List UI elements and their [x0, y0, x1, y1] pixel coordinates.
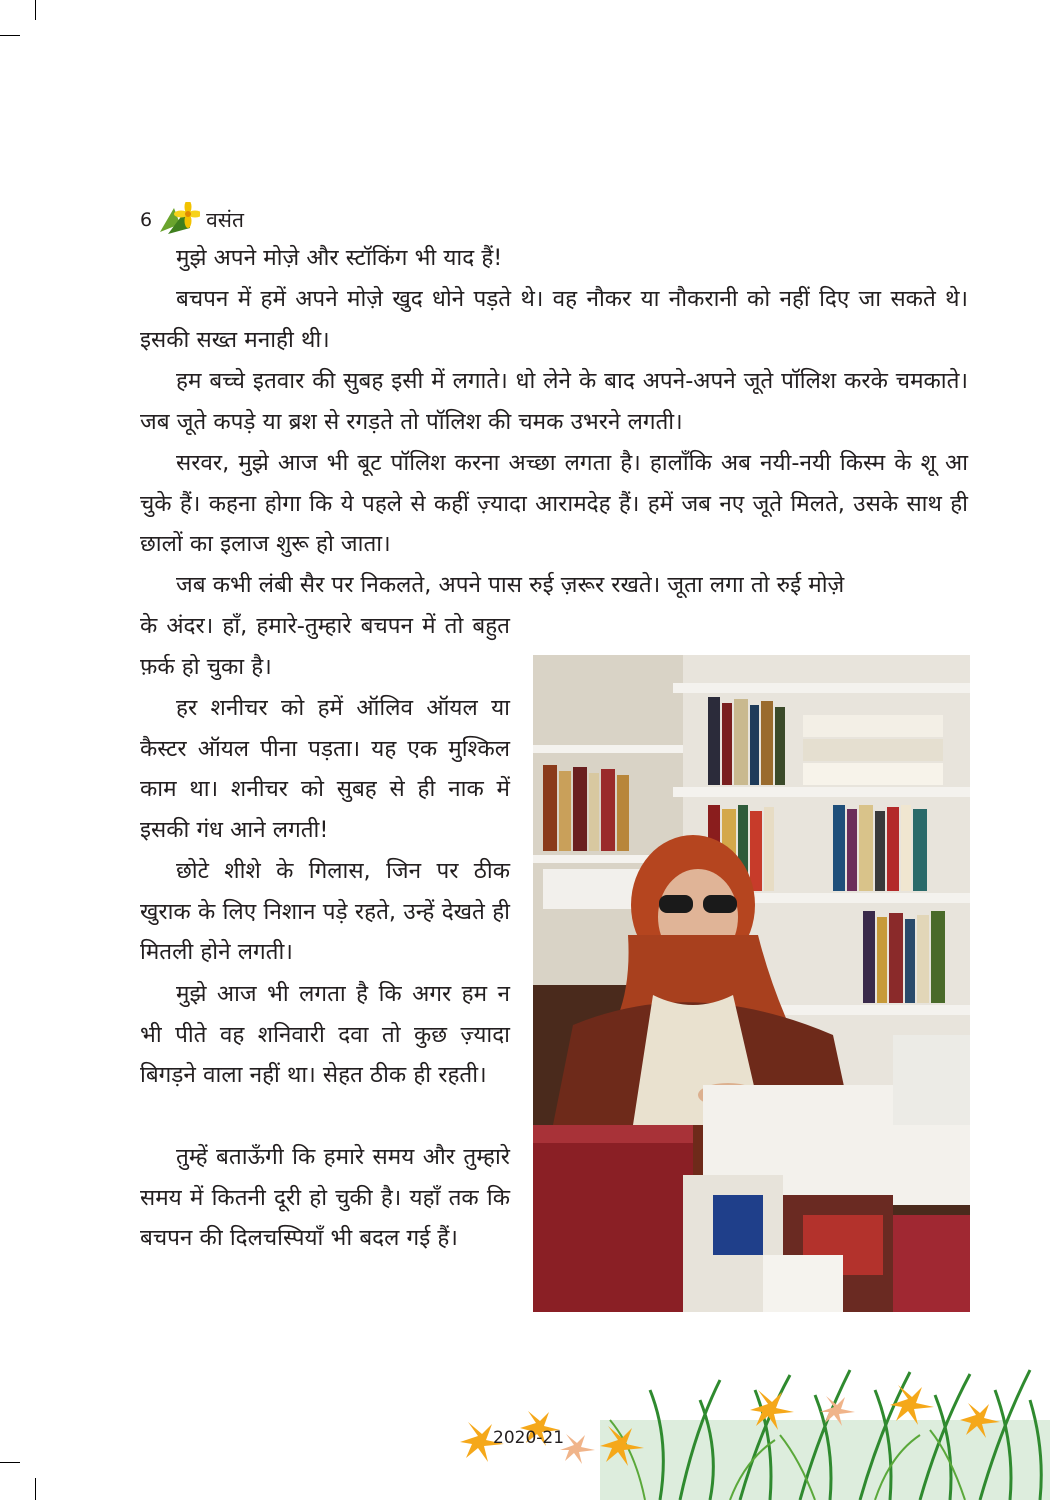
page-number: 6	[140, 209, 153, 231]
paragraph: सरवर, मुझे आज भी बूट पॉलिश करना अच्छा लगता है। हालाँकि अब नयी-नयी किस्म के शू आ चुके हैं। कहना होगा कि ये पहले से कहीं ज़्यादा आरामदेह हैं। हमें जब नए जूते मिलते, उसके साथ ही छालों का इलाज शुरू हो जाता।	[140, 450, 968, 557]
photo-of-woman-in-library	[533, 655, 970, 1312]
crop-mark	[0, 1462, 20, 1463]
book-title: वसंत	[206, 208, 244, 232]
paragraph: के अंदर। हाँ, हमारे-तुम्हारे बचपन में तो बहुत फ़र्क हो चुका है।	[140, 613, 510, 680]
page-header	[140, 200, 244, 240]
crop-mark	[0, 35, 20, 36]
paragraph: मुझे आज भी लगता है कि अगर हम न भी पीते वह शनिवारी दवा तो कुछ ज़्यादा बिगड़ने वाला नहीं था। सेहत ठीक ही रहती।	[140, 981, 510, 1088]
crop-mark	[35, 0, 36, 20]
paragraph: हर शनीचर को हमें ऑलिव ऑयल या कैस्टर ऑयल पीना पड़ता। यह एक मुश्किल काम था। शनीचर को सुबह से ही नाक में इसकी गंध आने लगती!	[140, 695, 510, 843]
library-photo-illustration	[533, 655, 970, 1312]
grass-and-flowers-decoration	[420, 1350, 1050, 1500]
paragraph: हम बच्चे इतवार की सुबह इसी में लगाते। धो लेने के बाद अपने-अपने जूते पॉलिश करके चमकाते। जब जूते कपड़े या ब्रश से रगड़ते तो पॉलिश की चमक उभरने लगती।	[140, 368, 968, 435]
paragraph: मुझे अपने मोज़े और स्टॉकिंग भी याद हैं!	[176, 245, 503, 271]
edition-year: 2020-21	[493, 1428, 565, 1448]
paragraph: छोटे शीशे के गिलास, जिन पर ठीक खुराक के लिए निशान पड़े रहते, उन्हें देखते ही मितली होने लगती।	[140, 858, 510, 965]
crop-mark	[35, 1478, 36, 1500]
paragraph: जब कभी लंबी सैर पर निकलते, अपने पास रुई ज़रूर रखते। जूता लगा तो रुई मोज़े	[176, 572, 845, 598]
paragraph: बचपन में हमें अपने मोज़े खुद धोने पड़ते थे। वह नौकर या नौकरानी को नहीं दिए जा सकते थे। इसकी सख्त मनाही थी।	[140, 286, 968, 353]
flower-icon	[156, 202, 200, 238]
paragraph: तुम्हें बताऊँगी कि हमारे समय और तुम्हारे समय में कितनी दूरी हो चुकी है। यहाँ तक कि बचपन की दिलचस्पियाँ भी बदल गई हैं।	[140, 1144, 510, 1251]
